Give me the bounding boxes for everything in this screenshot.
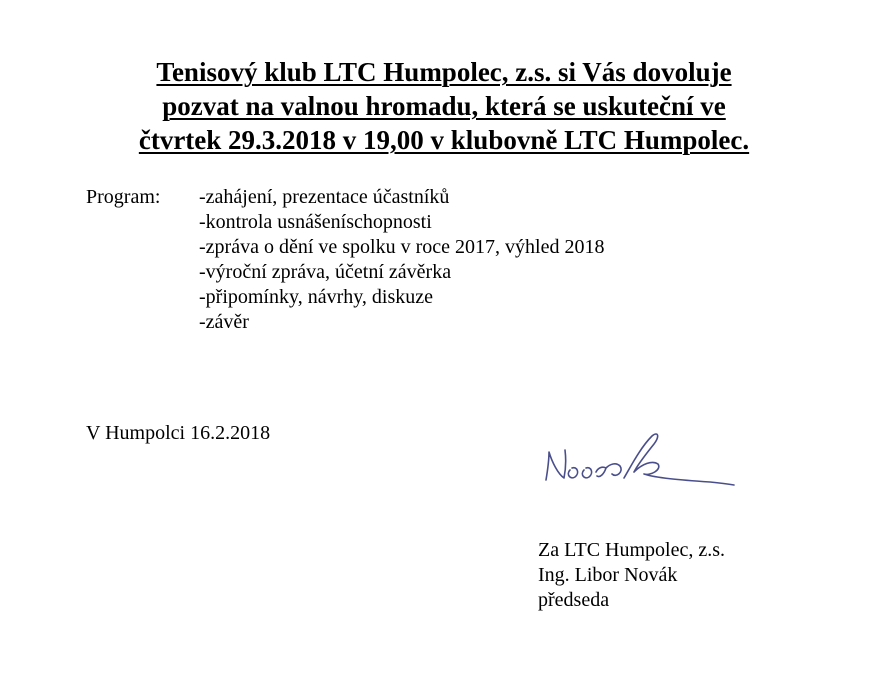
signer-block — [538, 538, 725, 613]
invitation-heading — [40, 55, 848, 157]
place-date: V Humpolci 16.2.2018 — [86, 422, 271, 444]
program-item: -připomínky, návrhy, diskuze — [199, 286, 434, 308]
handwritten-signature — [540, 428, 740, 498]
signer-name: Ing. Libor Novák — [538, 564, 678, 586]
program-label: Program: — [86, 186, 161, 208]
program-item: -výroční zpráva, účetní závěrka — [199, 261, 452, 283]
program-item: -zahájení, prezentace účastníků — [199, 186, 450, 208]
program-list — [86, 185, 604, 335]
program-item: -závěr — [199, 311, 249, 333]
signer-organization: Za LTC Humpolec, z.s. — [538, 539, 726, 561]
signer-role: předseda — [538, 589, 610, 611]
heading-line-2: pozvat na valnou hromadu, která se uskuteční ve — [162, 91, 726, 121]
program-section — [86, 185, 604, 335]
program-item: -zpráva o dění ve spolku v roce 2017, výhled 2018 — [199, 236, 605, 258]
program-item: -kontrola usnášeníschopnosti — [199, 211, 432, 233]
heading-line-3: čtvrtek 29.3.2018 v 19,00 v klubovně LTC Humpolec. — [138, 125, 750, 155]
heading-line-1: Tenisový klub LTC Humpolec, z.s. si Vás dovoluje — [156, 57, 732, 87]
